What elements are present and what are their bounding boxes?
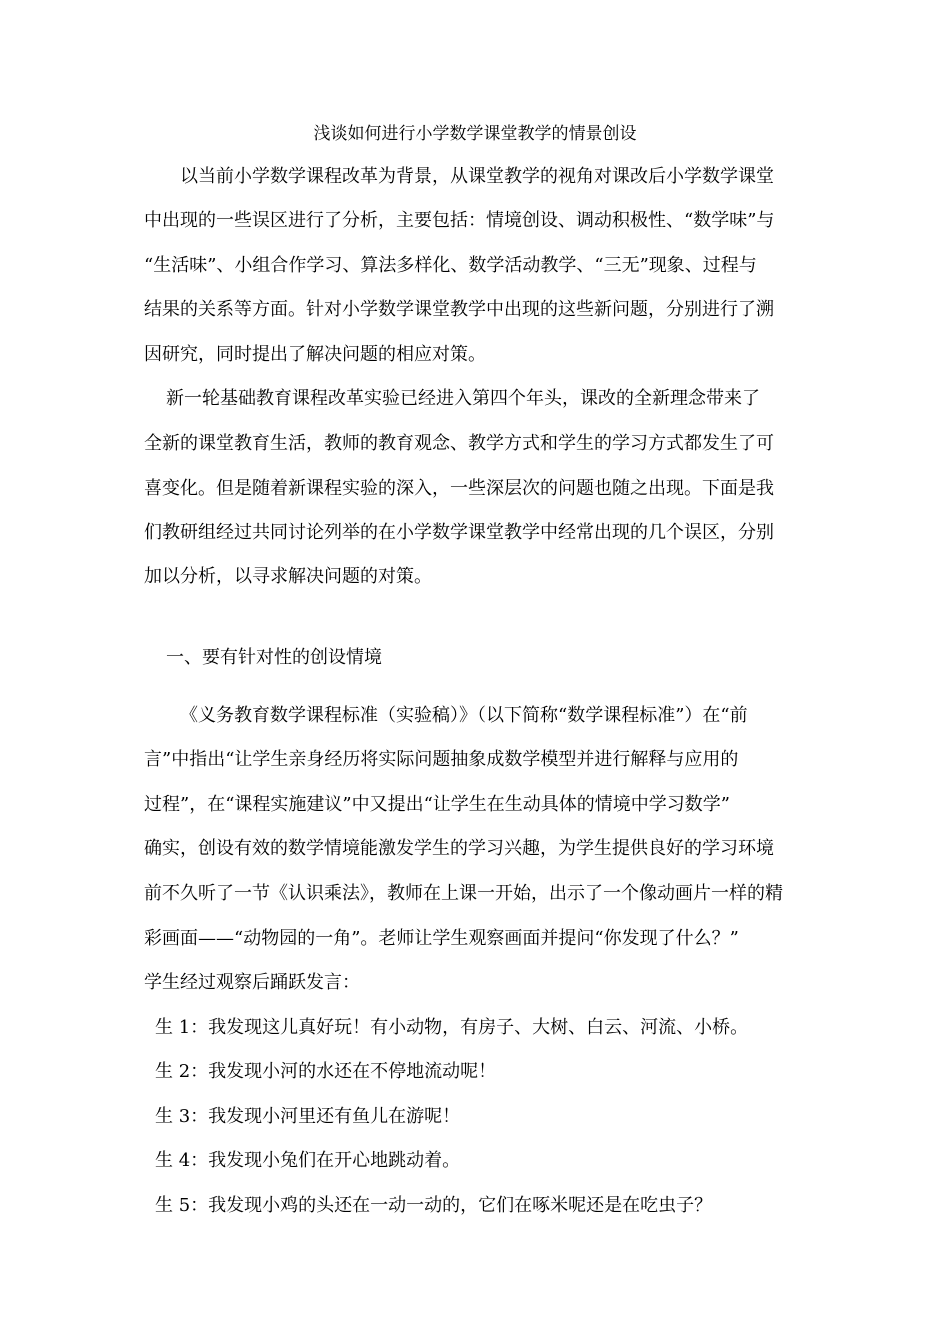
document-title: 浅谈如何进行小学数学课堂教学的情景创设 [313,124,637,144]
paragraph-line: 们教研组经过共同讨论列举的在小学数学课堂教学中经常出现的几个误区，分别 [144,522,774,543]
paragraph-line: 喜变化。但是随着新课程实验的深入，一些深层次的问题也随之出现。下面是我 [144,478,774,499]
paragraph-line: “生活味”、小组合作学习、算法多样化、数学活动教学、“三无”现象、过程与 [144,255,757,276]
student-answer-line: 生 3：我发现小河里还有鱼儿在游呢！ [155,1106,461,1127]
paragraph-line: 《义务教育数学课程标准（实验稿）》（以下简称“数学课程标准”）在“前 [180,705,748,726]
paragraph-line: 新一轮基础教育课程改革实验已经进入第四个年头，课改的全新理念带来了 [166,388,760,409]
paragraph-line: 言”中指出“让学生亲身经历将实际问题抽象成数学模型并进行解释与应用的 [144,749,739,770]
paragraph-line: 中出现的一些误区进行了分析，主要包括：情境创设、调动积极性、“数学味”与 [144,210,775,231]
paragraph-line: 结果的关系等方面。针对小学数学课堂教学中出现的这些新问题，分别进行了溯 [144,299,774,320]
paragraph-line: 彩画面——“动物园的一角”。老师让学生观察画面并提问“你发现了什么？” [144,928,739,949]
student-answer-line: 生 1：我发现这儿真好玩！有小动物，有房子、大树、白云、河流、小桥。 [155,1017,749,1038]
section-heading: 一、要有针对性的创设情境 [166,647,382,668]
student-answer-line: 生 5：我发现小鸡的头还在一动一动的，它们在啄米呢还是在吃虫子？ [155,1195,713,1216]
paragraph-line: 因研究，同时提出了解决问题的相应对策。 [144,344,486,365]
student-answer-line: 生 4：我发现小兔们在开心地跳动着。 [155,1150,461,1171]
paragraph-line: 过程”，在“课程实施建议”中又提出“让学生在生动具体的情境中学习数学” [144,794,731,815]
paragraph-line: 确实，创设有效的数学情境能激发学生的学习兴趣，为学生提供良好的学习环境 [144,838,774,859]
paragraph-line: 前不久听了一节《认识乘法》，教师在上课一开始，出示了一个像动画片一样的精 [144,883,783,904]
paragraph-line: 加以分析，以寻求解决问题的对策。 [144,566,432,587]
paragraph-line: 学生经过观察后踊跃发言： [144,972,360,993]
student-answer-line: 生 2：我发现小河的水还在不停地流动呢！ [155,1061,497,1082]
paragraph-line: 以当前小学数学课程改革为背景，从课堂教学的视角对课改后小学数学课堂 [180,166,774,187]
paragraph-line: 全新的课堂教育生活，教师的教育观念、教学方式和学生的学习方式都发生了可 [144,433,774,454]
